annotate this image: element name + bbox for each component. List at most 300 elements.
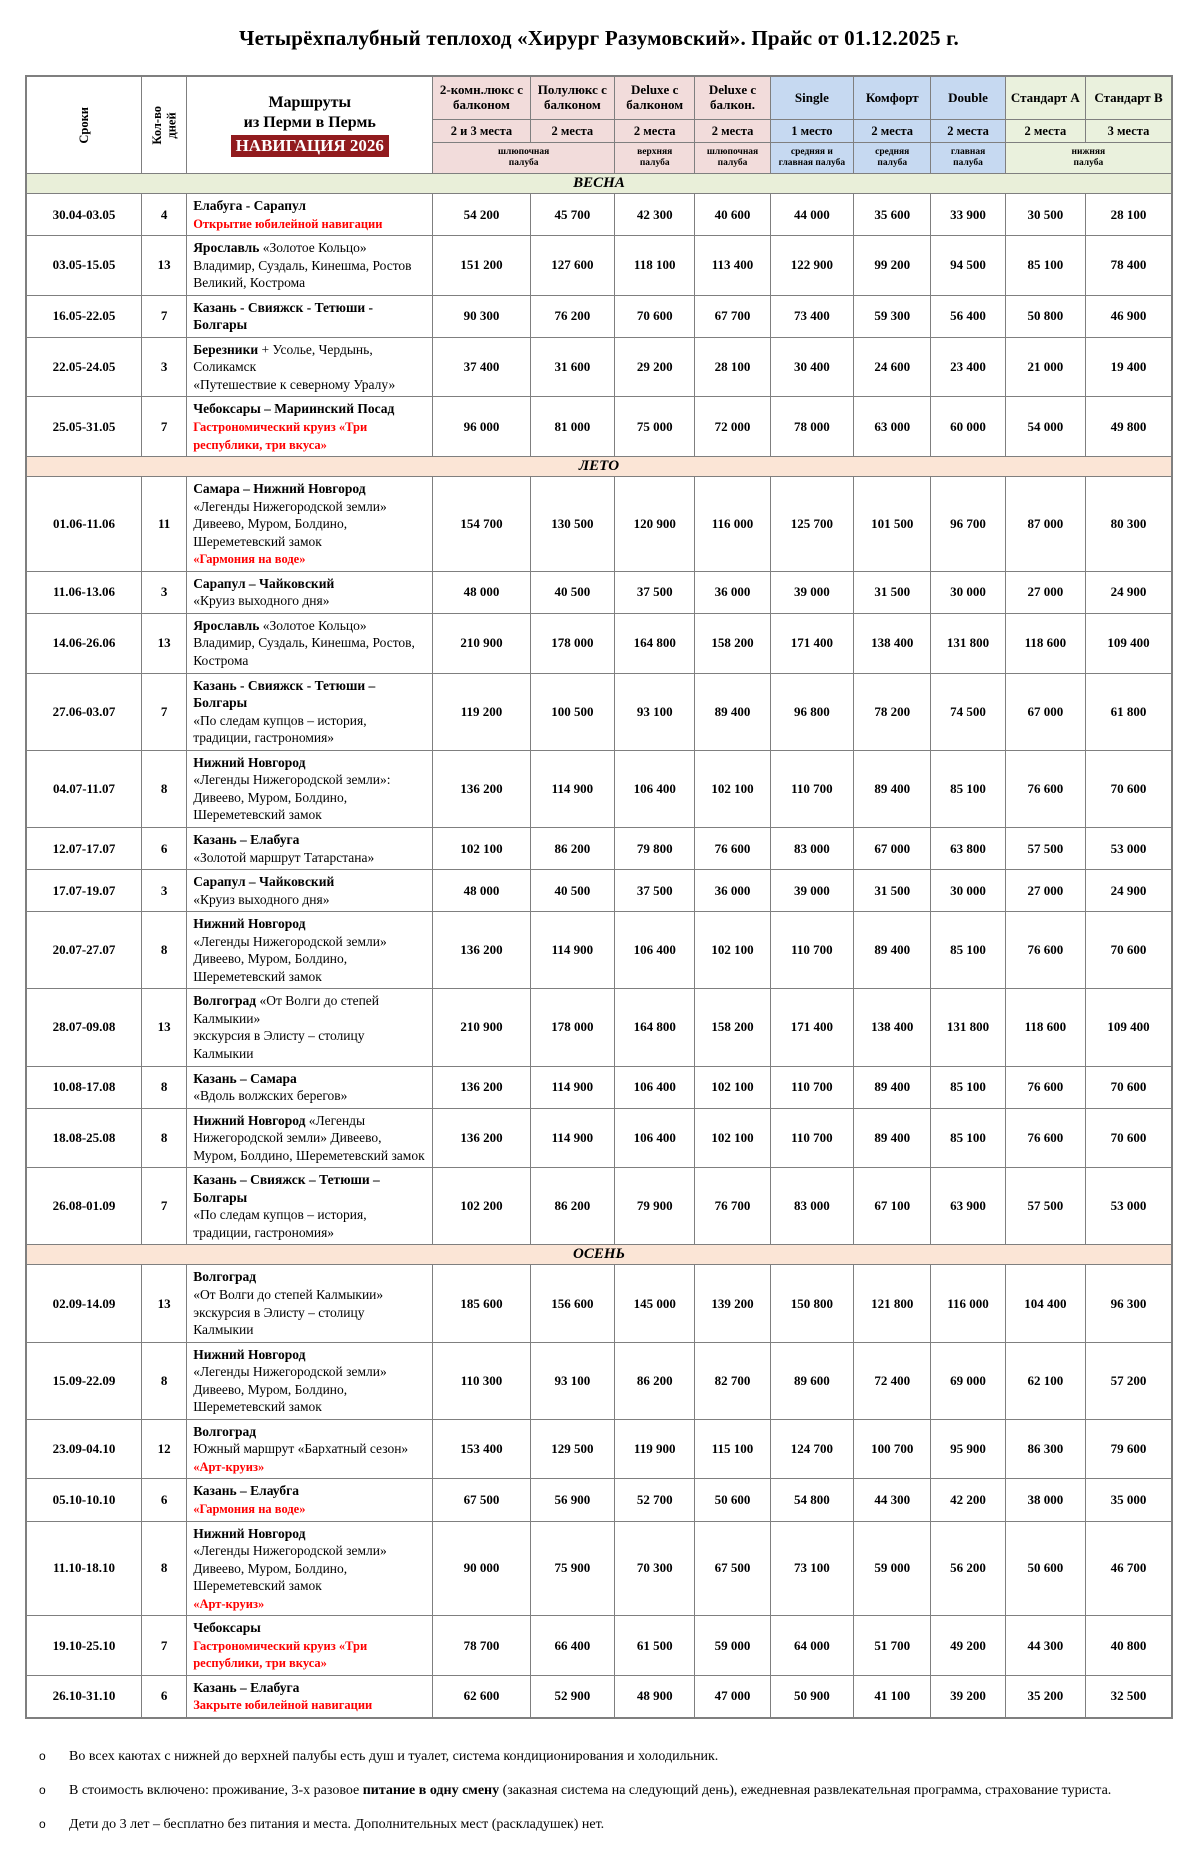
price-cell: 114 900	[530, 912, 614, 989]
price-cell: 85 100	[931, 912, 1005, 989]
price-cell: 50 900	[770, 1675, 853, 1718]
route-text: Казань – Самара	[193, 1070, 297, 1086]
route-note-red: Открытие юбилейной навигации	[193, 216, 383, 231]
price-cell: 70 600	[1086, 912, 1172, 989]
route-text: «Вдоль волжских берегов»	[193, 1088, 348, 1104]
price-cell: 164 800	[615, 613, 695, 673]
cruise-row	[26, 1521, 1172, 1616]
price-cell: 27 000	[1005, 870, 1085, 912]
price-cell: 185 600	[433, 1265, 530, 1342]
price-cell: 93 100	[615, 673, 695, 750]
price-cell: 37 500	[615, 870, 695, 912]
page-title: Четырёхпалубный теплоход «Хирург Разумовский». Прайс от 01.12.2025 г.	[239, 26, 959, 50]
price-cell: 31 500	[854, 571, 931, 613]
price-cell: 57 500	[1005, 827, 1085, 869]
price-cell: 110 700	[770, 750, 853, 827]
price-cell: 101 500	[854, 477, 931, 572]
price-cell: 130 500	[530, 477, 614, 572]
price-cell: 85 100	[931, 1066, 1005, 1108]
price-cell: 75 000	[615, 397, 695, 457]
price-cell: 23 400	[931, 337, 1005, 397]
cruise-days-cell: 13	[142, 613, 187, 673]
season-header-row	[26, 174, 1172, 194]
price-cell: 48 000	[433, 870, 530, 912]
cruise-dates-cell: 18.08-25.08	[26, 1108, 142, 1168]
price-cell: 30 500	[1005, 194, 1085, 236]
price-cell: 70 600	[615, 295, 695, 337]
price-cell: 76 600	[1005, 1108, 1085, 1168]
cabin-seats-cell: 2 места	[695, 120, 770, 143]
route-cell	[187, 1168, 433, 1245]
route-cell	[187, 613, 433, 673]
cabin-seats-cell: 2 и 3 места	[433, 120, 530, 143]
price-cell: 69 000	[931, 1342, 1005, 1419]
price-cell: 106 400	[615, 912, 695, 989]
route-text: Южный маршрут «Бархатный сезон»	[193, 1441, 409, 1457]
route-text: Казань – Елаубга	[193, 1483, 299, 1499]
cruise-days-cell: 6	[142, 1479, 187, 1521]
price-cell: 39 000	[770, 870, 853, 912]
cruise-dates-cell: 23.09-04.10	[26, 1419, 142, 1479]
cruise-days-cell: 7	[142, 1168, 187, 1245]
cruise-row	[26, 750, 1172, 827]
price-cell: 42 200	[931, 1479, 1005, 1521]
price-cell: 28 100	[695, 337, 770, 397]
price-cell: 154 700	[433, 477, 530, 572]
route-text: «По следам купцов – история, традиции, гастрономия»	[193, 712, 367, 746]
price-cell: 118 600	[1005, 989, 1085, 1066]
price-cell: 60 000	[931, 397, 1005, 457]
price-cell: 93 100	[530, 1342, 614, 1419]
price-cell: 81 000	[530, 397, 614, 457]
price-cell: 62 100	[1005, 1342, 1085, 1419]
route-text: Чебоксары	[193, 1620, 261, 1636]
price-cell: 76 600	[1005, 912, 1085, 989]
price-table	[25, 75, 1173, 1719]
cruise-row	[26, 236, 1172, 296]
price-cell: 41 100	[854, 1675, 931, 1718]
cruise-dates-cell: 26.08-01.09	[26, 1168, 142, 1245]
column-header-days: Кол-во дней	[149, 105, 179, 145]
price-cell: 95 900	[931, 1419, 1005, 1479]
price-cell: 50 600	[1005, 1521, 1085, 1616]
price-cell: 210 900	[433, 613, 530, 673]
route-text: Ярославль	[193, 617, 260, 633]
cabin-name-cell: 2-комн.люкс с балконом	[433, 76, 530, 120]
cruise-days-cell: 8	[142, 750, 187, 827]
route-text: «По следам купцов – история, традиции, гастрономия»	[193, 1207, 367, 1240]
cabin-seats-cell: 2 места	[931, 120, 1005, 143]
price-cell: 70 300	[615, 1521, 695, 1616]
route-cell	[187, 1521, 433, 1616]
route-cell	[187, 1342, 433, 1419]
route-cell	[187, 989, 433, 1066]
season-title: ЛЕТО	[26, 457, 1172, 477]
price-cell: 40 500	[530, 870, 614, 912]
price-cell: 39 000	[770, 571, 853, 613]
price-cell: 54 000	[1005, 397, 1085, 457]
note-item	[39, 1817, 1173, 1833]
price-cell: 74 500	[931, 673, 1005, 750]
price-cell: 110 300	[433, 1342, 530, 1419]
cruise-row	[26, 673, 1172, 750]
price-cell: 19 400	[1086, 337, 1172, 397]
route-cell	[187, 827, 433, 869]
price-cell: 46 700	[1086, 1521, 1172, 1616]
price-cell: 96 300	[1086, 1265, 1172, 1342]
route-text: «Золотой маршрут Татарстана»	[193, 849, 375, 865]
route-text: Березники	[193, 341, 259, 357]
cruise-days-cell: 7	[142, 1616, 187, 1676]
cruise-days-cell: 8	[142, 1521, 187, 1616]
price-cell: 116 000	[931, 1265, 1005, 1342]
season-header-row	[26, 457, 1172, 477]
price-cell: 96 700	[931, 477, 1005, 572]
price-cell: 31 500	[854, 870, 931, 912]
price-cell: 164 800	[615, 989, 695, 1066]
route-text: Казань – Свияжск – Тетюши – Болгары	[193, 1172, 380, 1205]
route-text: Волгоград	[193, 993, 257, 1009]
price-cell: 76 600	[1005, 750, 1085, 827]
price-cell: 59 300	[854, 295, 931, 337]
cruise-row	[26, 1675, 1172, 1718]
price-cell: 40 600	[695, 194, 770, 236]
cruise-days-cell: 13	[142, 236, 187, 296]
route-cell	[187, 477, 433, 572]
cruise-dates-cell: 11.06-13.06	[26, 571, 142, 613]
price-cell: 96 800	[770, 673, 853, 750]
note-bullet: o	[39, 1749, 46, 1764]
price-cell: 49 200	[931, 1616, 1005, 1676]
cruise-row	[26, 194, 1172, 236]
price-cell: 35 200	[1005, 1675, 1085, 1718]
cruise-days-cell: 11	[142, 477, 187, 572]
price-cell: 56 400	[931, 295, 1005, 337]
route-cell	[187, 1616, 433, 1676]
route-text: «Легенды Нижегородской земли» Дивеево, Муром, Болдино, Шереметевский замок	[193, 1112, 425, 1163]
cruise-dates-cell: 02.09-14.09	[26, 1265, 142, 1342]
price-cell: 106 400	[615, 750, 695, 827]
price-cell: 67 000	[854, 827, 931, 869]
route-text: «Легенды Нижегородской земли» Дивеево, Муром, Болдино, Шереметевский замок	[193, 498, 387, 549]
price-cell: 129 500	[530, 1419, 614, 1479]
route-text: «Золотое Кольцо» Владимир, Суздаль, Кинешма, Ростов, Кострома	[193, 617, 415, 669]
season-title: ВЕСНА	[26, 174, 1172, 194]
deck-cell: средняя и главная палуба	[770, 143, 853, 174]
cabin-seats-cell: 2 места	[1005, 120, 1085, 143]
season-title: ОСЕНЬ	[26, 1245, 1172, 1265]
note-text: Дети до 3 лет – бесплатно без питания и места. Дополнительных мест (раскладушек) нет.	[69, 1817, 605, 1833]
price-cell: 151 200	[433, 236, 530, 296]
route-text: «Круиз выходного дня»	[193, 593, 330, 609]
price-cell: 119 900	[615, 1419, 695, 1479]
price-cell: 109 400	[1086, 989, 1172, 1066]
route-cell	[187, 1419, 433, 1479]
price-cell: 131 800	[931, 989, 1005, 1066]
price-cell: 36 000	[695, 870, 770, 912]
price-cell: 21 000	[1005, 337, 1085, 397]
price-cell: 109 400	[1086, 613, 1172, 673]
cruise-days-cell: 3	[142, 571, 187, 613]
price-cell: 89 400	[854, 750, 931, 827]
price-cell: 53 000	[1086, 827, 1172, 869]
cruise-dates-cell: 05.10-10.10	[26, 1479, 142, 1521]
navigation-badge: НАВИГАЦИЯ 2026	[231, 135, 389, 157]
price-cell: 63 900	[931, 1168, 1005, 1245]
cruise-days-cell: 7	[142, 397, 187, 457]
price-cell: 110 700	[770, 1108, 853, 1168]
cruise-days-cell: 8	[142, 1342, 187, 1419]
price-cell: 114 900	[530, 1066, 614, 1108]
cruise-row	[26, 989, 1172, 1066]
cabin-name-cell: Double	[931, 76, 1005, 120]
price-cell: 136 200	[433, 1066, 530, 1108]
price-cell: 86 300	[1005, 1419, 1085, 1479]
price-cell: 70 600	[1086, 1066, 1172, 1108]
price-cell: 78 700	[433, 1616, 530, 1676]
price-cell: 45 700	[530, 194, 614, 236]
price-cell: 104 400	[1005, 1265, 1085, 1342]
route-text: Самара – Нижний Новгород	[193, 481, 366, 497]
deck-cell: шлюпочная палуба	[695, 143, 770, 174]
cruise-dates-cell: 20.07-27.07	[26, 912, 142, 989]
route-text: «Легенды Нижегородской земли» Дивеево, Муром, Болдино, Шереметевский замок	[193, 1543, 387, 1594]
note-text: В стоимость включено: проживание, 3-х разовое питание в одну смену (заказная система на следующий день), ежедневная развлекательная программа, страхование туриста.	[69, 1783, 1112, 1799]
cruise-row	[26, 827, 1172, 869]
price-cell: 67 100	[854, 1168, 931, 1245]
cruise-days-cell: 7	[142, 295, 187, 337]
route-text: Казань – Елабуга	[193, 831, 300, 847]
price-cell: 78 000	[770, 397, 853, 457]
price-cell: 210 900	[433, 989, 530, 1066]
route-cell	[187, 750, 433, 827]
price-cell: 125 700	[770, 477, 853, 572]
price-cell: 85 100	[931, 750, 1005, 827]
route-text: + Усолье, Чердынь, Соликамск «Путешествие к северному Уралу»	[193, 341, 396, 392]
route-cell	[187, 397, 433, 457]
price-cell: 30 000	[931, 870, 1005, 912]
column-header-routes	[187, 76, 433, 174]
price-cell: 56 200	[931, 1521, 1005, 1616]
price-cell: 44 000	[770, 194, 853, 236]
price-cell: 24 900	[1086, 870, 1172, 912]
price-cell: 114 900	[530, 750, 614, 827]
price-cell: 76 200	[530, 295, 614, 337]
price-cell: 85 100	[1005, 236, 1085, 296]
cabin-name-cell: Стандарт В	[1086, 76, 1172, 120]
price-cell: 158 200	[695, 613, 770, 673]
price-cell: 85 100	[931, 1108, 1005, 1168]
price-cell: 32 500	[1086, 1675, 1172, 1718]
price-cell: 67 000	[1005, 673, 1085, 750]
price-cell: 115 100	[695, 1419, 770, 1479]
route-note-red: Закрыте юбилейной навигации	[193, 1698, 373, 1713]
cruise-days-cell: 13	[142, 1265, 187, 1342]
cruise-row	[26, 337, 1172, 397]
price-cell: 116 000	[695, 477, 770, 572]
price-cell: 61 800	[1086, 673, 1172, 750]
header-row-names	[26, 76, 1172, 120]
price-cell: 99 200	[854, 236, 931, 296]
price-cell: 131 800	[931, 613, 1005, 673]
price-cell: 51 700	[854, 1616, 931, 1676]
cruise-days-cell: 12	[142, 1419, 187, 1479]
cruise-row	[26, 1616, 1172, 1676]
cruise-row	[26, 1265, 1172, 1342]
cabin-name-cell: Комфорт	[854, 76, 931, 120]
price-cell: 59 000	[695, 1616, 770, 1676]
route-text: «От Волги до степей Калмыкии» экскурсия в Элисту – столицу Калмыкии	[193, 993, 380, 1061]
price-cell: 145 000	[615, 1265, 695, 1342]
price-cell: 30 000	[931, 571, 1005, 613]
price-cell: 171 400	[770, 613, 853, 673]
route-cell	[187, 571, 433, 613]
deck-cell: главная палуба	[931, 143, 1005, 174]
route-cell	[187, 1265, 433, 1342]
cabin-name-cell: Полулюкс с балконом	[530, 76, 614, 120]
price-cell: 100 700	[854, 1419, 931, 1479]
cruise-days-cell: 6	[142, 827, 187, 869]
cruise-row	[26, 613, 1172, 673]
price-cell: 86 200	[530, 827, 614, 869]
cruise-dates-cell: 30.04-03.05	[26, 194, 142, 236]
route-note-red: «Гармония на воде»	[193, 1502, 306, 1516]
price-cell: 66 400	[530, 1616, 614, 1676]
price-cell: 48 900	[615, 1675, 695, 1718]
route-cell	[187, 1479, 433, 1521]
price-cell: 72 000	[695, 397, 770, 457]
price-cell: 70 600	[1086, 1108, 1172, 1168]
price-cell: 94 500	[931, 236, 1005, 296]
price-cell: 38 000	[1005, 1479, 1085, 1521]
price-cell: 73 400	[770, 295, 853, 337]
cruise-days-cell: 8	[142, 1066, 187, 1108]
price-cell: 121 800	[854, 1265, 931, 1342]
price-cell: 102 100	[433, 827, 530, 869]
cruise-days-cell: 6	[142, 1675, 187, 1718]
price-cell: 122 900	[770, 236, 853, 296]
cabin-name-cell: Deluxe с балкон.	[695, 76, 770, 120]
route-cell	[187, 337, 433, 397]
price-cell: 136 200	[433, 1108, 530, 1168]
price-cell: 39 200	[931, 1675, 1005, 1718]
price-cell: 29 200	[615, 337, 695, 397]
price-cell: 44 300	[854, 1479, 931, 1521]
price-cell: 67 500	[695, 1521, 770, 1616]
cruise-row	[26, 1419, 1172, 1479]
price-cell: 118 100	[615, 236, 695, 296]
cruise-row	[26, 1108, 1172, 1168]
note-item	[39, 1783, 1173, 1799]
cruise-row	[26, 571, 1172, 613]
routes-header-line2: из Перми в Пермь	[243, 113, 376, 131]
column-header-dates: Сроки	[76, 106, 91, 144]
cabin-seats-cell: 2 места	[615, 120, 695, 143]
note-text: Во всех каютах с нижней до верхней палубы есть душ и туалет, система кондиционирования и холодильник.	[69, 1749, 719, 1765]
deck-cell: верхняя палуба	[615, 143, 695, 174]
price-cell: 76 700	[695, 1168, 770, 1245]
deck-cell: нижняя палуба	[1005, 143, 1172, 174]
route-text: Сарапул – Чайковский	[193, 874, 335, 890]
cruise-days-cell: 3	[142, 337, 187, 397]
price-cell: 63 000	[854, 397, 931, 457]
price-cell: 44 300	[1005, 1616, 1085, 1676]
route-note-red: Гастрономический круиз «Три республики, три вкуса»	[193, 1638, 368, 1671]
price-cell: 52 700	[615, 1479, 695, 1521]
price-cell: 24 600	[854, 337, 931, 397]
price-cell: 178 000	[530, 989, 614, 1066]
column-header-days-cell	[142, 76, 187, 174]
price-cell: 153 400	[433, 1419, 530, 1479]
price-cell: 90 300	[433, 295, 530, 337]
cruise-dates-cell: 15.09-22.09	[26, 1342, 142, 1419]
route-text: Нижний Новгород	[193, 916, 306, 932]
price-cell: 138 400	[854, 613, 931, 673]
cruise-dates-cell: 11.10-18.10	[26, 1521, 142, 1616]
cruise-row	[26, 477, 1172, 572]
price-cell: 79 600	[1086, 1419, 1172, 1479]
route-text: Чебоксары – Мариинский Посад	[193, 401, 395, 417]
price-cell: 113 400	[695, 236, 770, 296]
cruise-row	[26, 1479, 1172, 1521]
cruise-row	[26, 295, 1172, 337]
price-cell: 79 800	[615, 827, 695, 869]
price-cell: 75 900	[530, 1521, 614, 1616]
price-cell: 118 600	[1005, 613, 1085, 673]
price-cell: 78 200	[854, 673, 931, 750]
price-cell: 30 400	[770, 337, 853, 397]
price-cell: 67 500	[433, 1479, 530, 1521]
price-cell: 48 000	[433, 571, 530, 613]
column-header-dates-cell	[26, 76, 142, 174]
price-cell: 54 200	[433, 194, 530, 236]
price-cell: 64 000	[770, 1616, 853, 1676]
price-cell: 120 900	[615, 477, 695, 572]
route-text: «Легенды Нижегородской земли»: Дивеево, Муром, Болдино, Шереметевский замок	[193, 772, 391, 823]
price-cell: 110 700	[770, 1066, 853, 1108]
price-cell: 33 900	[931, 194, 1005, 236]
price-cell: 27 000	[1005, 571, 1085, 613]
route-text: «Легенды Нижегородской земли» Дивеево, Муром, Болдино, Шереметевский замок	[193, 933, 387, 984]
route-text: Елабуга - Сарапул	[193, 198, 306, 213]
price-cell: 57 200	[1086, 1342, 1172, 1419]
cruise-days-cell: 8	[142, 1108, 187, 1168]
price-cell: 171 400	[770, 989, 853, 1066]
note-item	[39, 1749, 1173, 1765]
price-cell: 47 000	[695, 1675, 770, 1718]
route-text: Нижний Новгород	[193, 1112, 306, 1128]
price-cell: 89 400	[854, 1066, 931, 1108]
cruise-row	[26, 912, 1172, 989]
price-cell: 102 100	[695, 750, 770, 827]
price-cell: 139 200	[695, 1265, 770, 1342]
price-cell: 37 400	[433, 337, 530, 397]
price-cell: 89 600	[770, 1342, 853, 1419]
price-cell: 150 800	[770, 1265, 853, 1342]
cruise-row	[26, 397, 1172, 457]
route-cell	[187, 912, 433, 989]
cruise-days-cell: 4	[142, 194, 187, 236]
price-cell: 40 500	[530, 571, 614, 613]
route-text: Волгоград	[193, 1423, 257, 1439]
price-cell: 28 100	[1086, 194, 1172, 236]
price-cell: 24 900	[1086, 571, 1172, 613]
cruise-dates-cell: 19.10-25.10	[26, 1616, 142, 1676]
route-note-red: «Арт-круиз»	[193, 1596, 265, 1611]
price-cell: 178 000	[530, 613, 614, 673]
price-cell: 59 000	[854, 1521, 931, 1616]
cabin-seats-cell: 2 места	[530, 120, 614, 143]
